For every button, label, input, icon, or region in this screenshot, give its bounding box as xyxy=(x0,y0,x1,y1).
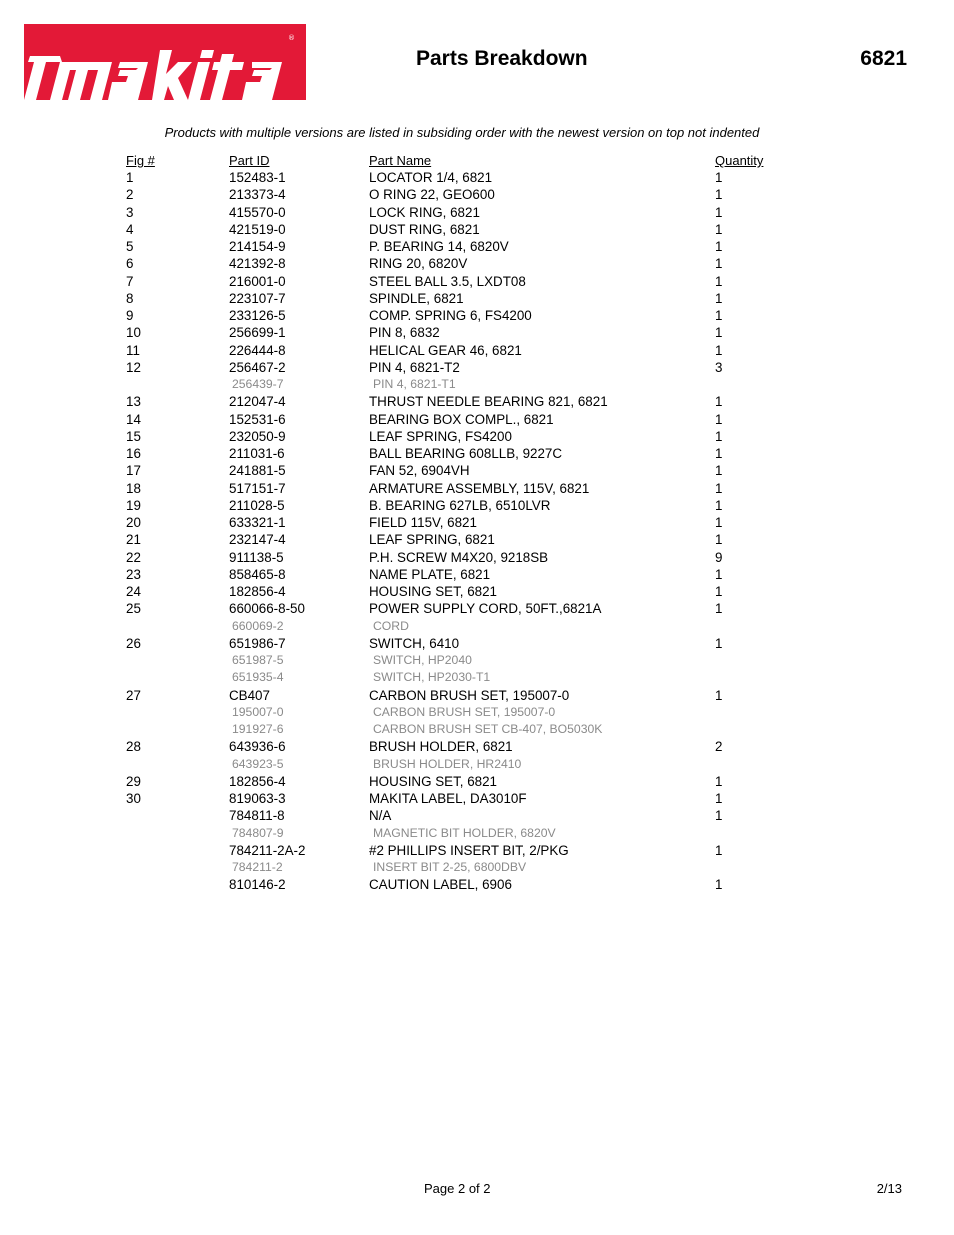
part-id: 211031-6 xyxy=(229,446,285,461)
quantity: 1 xyxy=(715,566,723,582)
quantity: 1 xyxy=(715,187,723,203)
makita-logo xyxy=(24,24,306,100)
part-id: 212047-4 xyxy=(229,394,286,410)
header-fig: Fig # xyxy=(126,153,155,168)
part-id: 191927-6 xyxy=(232,722,284,736)
part-name: CARBON BRUSH SET, 195007-0 xyxy=(369,687,570,703)
part-id: 232050-9 xyxy=(229,428,286,444)
quantity: 1 xyxy=(715,687,723,703)
table-subrow xyxy=(126,618,826,635)
table-row xyxy=(126,238,826,255)
part-name: FIELD 115V, 6821 xyxy=(369,515,477,530)
part-id: 810146-2 xyxy=(229,877,286,893)
table-row xyxy=(126,531,826,548)
quantity: 1 xyxy=(715,515,723,530)
part-id: 195007-0 xyxy=(232,704,284,719)
part-id: 660066-8-50 xyxy=(229,601,305,617)
quantity: 9 xyxy=(715,549,723,565)
table-row xyxy=(126,359,826,376)
fig-number: 21 xyxy=(126,532,141,548)
part-name: LEAF SPRING, FS4200 xyxy=(369,428,512,444)
table-row xyxy=(126,514,826,531)
table-row xyxy=(126,790,826,807)
part-name: BRUSH HOLDER, 6821 xyxy=(369,739,513,755)
part-id: 421519-0 xyxy=(229,221,286,237)
part-name: FAN 52, 6904VH xyxy=(369,463,470,479)
part-name: INSERT BIT 2-25, 6800DBV xyxy=(373,860,527,874)
fig-number: 27 xyxy=(126,687,141,703)
part-name: CARBON BRUSH SET, 195007-0 xyxy=(373,704,556,719)
quantity: 1 xyxy=(715,446,723,461)
quantity: 1 xyxy=(715,584,723,599)
part-name: P.H. SCREW M4X20, 9218SB xyxy=(369,549,549,565)
table-row xyxy=(126,687,826,704)
part-name: SWITCH, 6410 xyxy=(369,635,460,651)
part-id: 643936-6 xyxy=(229,739,286,755)
part-name: LOCATOR 1/4, 6821 xyxy=(369,170,493,185)
part-name: MAGNETIC BIT HOLDER, 6820V xyxy=(373,825,556,840)
fig-number: 2 xyxy=(126,187,134,203)
table-row xyxy=(126,273,826,290)
part-name: BALL BEARING 608LLB, 9227C xyxy=(369,446,563,461)
part-id: 223107-7 xyxy=(229,290,286,306)
table-subrow xyxy=(126,376,826,393)
table-row xyxy=(126,393,826,410)
quantity: 1 xyxy=(715,273,723,289)
part-id: 256439-7 xyxy=(232,377,284,391)
table-row xyxy=(126,773,826,790)
quantity: 1 xyxy=(715,411,723,427)
quantity: 1 xyxy=(715,532,723,548)
part-id: 182856-4 xyxy=(229,773,286,789)
quantity: 1 xyxy=(715,308,723,323)
part-name: LEAF SPRING, 6821 xyxy=(369,532,495,548)
quantity: 1 xyxy=(715,791,723,806)
part-name: BEARING BOX COMPL., 6821 xyxy=(369,411,554,427)
table-row xyxy=(126,221,826,238)
part-id: 226444-8 xyxy=(229,342,286,358)
part-id: 784211-2 xyxy=(232,860,283,874)
quantity: 1 xyxy=(715,842,723,858)
part-name: SWITCH, HP2040 xyxy=(373,653,472,667)
part-name: STEEL BALL 3.5, LXDT08 xyxy=(369,273,526,289)
fig-number: 26 xyxy=(126,635,141,651)
fig-number: 20 xyxy=(126,515,141,530)
fig-number: 16 xyxy=(126,446,141,461)
part-id: 152483-1 xyxy=(229,170,286,185)
fig-number: 24 xyxy=(126,584,141,599)
table-row xyxy=(126,428,826,445)
part-id: 784811-8 xyxy=(229,808,285,824)
fig-number: 25 xyxy=(126,601,141,617)
part-name: ARMATURE ASSEMBLY, 115V, 6821 xyxy=(369,480,590,496)
part-name: HOUSING SET, 6821 xyxy=(369,584,498,599)
parts-table xyxy=(126,153,826,894)
quantity: 1 xyxy=(715,601,723,617)
table-subrow xyxy=(126,859,826,876)
part-name: SPINDLE, 6821 xyxy=(369,290,464,306)
part-name: POWER SUPPLY CORD, 50FT.,6821A xyxy=(369,601,602,617)
quantity: 1 xyxy=(715,221,723,237)
table-row xyxy=(126,255,826,272)
part-name: B. BEARING 627LB, 6510LVR xyxy=(369,497,551,513)
table-row xyxy=(126,445,826,462)
table-subrow xyxy=(126,652,826,669)
part-name: HELICAL GEAR 46, 6821 xyxy=(369,342,522,358)
fig-number: 29 xyxy=(126,773,141,789)
table-row xyxy=(126,307,826,324)
part-name: CORD xyxy=(373,618,409,633)
quantity: 1 xyxy=(715,325,723,341)
fig-number: 5 xyxy=(126,239,134,254)
table-row xyxy=(126,480,826,497)
table-row xyxy=(126,583,826,600)
part-id: 784807-9 xyxy=(232,825,284,840)
part-name: PIN 4, 6821-T2 xyxy=(369,359,460,375)
part-id: 633321-1 xyxy=(229,515,286,530)
table-row xyxy=(126,169,826,186)
part-name: HOUSING SET, 6821 xyxy=(369,773,498,789)
part-name: BRUSH HOLDER, HR2410 xyxy=(373,756,522,771)
part-id: 213373-4 xyxy=(229,187,286,203)
part-id: 211028-5 xyxy=(229,497,285,513)
part-id: 241881-5 xyxy=(229,463,286,479)
table-subrow xyxy=(126,825,826,842)
table-row xyxy=(126,566,826,583)
fig-number: 8 xyxy=(126,290,134,306)
part-id: 232147-4 xyxy=(229,532,286,548)
part-id: 182856-4 xyxy=(229,584,286,599)
part-id: 214154-9 xyxy=(229,239,286,254)
table-row xyxy=(126,186,826,203)
quantity: 3 xyxy=(715,359,723,375)
part-id: CB407 xyxy=(229,687,270,703)
table-subrow xyxy=(126,669,826,686)
table-row xyxy=(126,842,826,859)
part-name: P. BEARING 14, 6820V xyxy=(369,239,509,254)
fig-number: 18 xyxy=(126,480,141,496)
table-row xyxy=(126,290,826,307)
svg-text:®: ® xyxy=(288,34,295,42)
fig-number: 10 xyxy=(126,325,141,341)
table-row xyxy=(126,549,826,566)
quantity: 1 xyxy=(715,290,723,306)
table-row xyxy=(126,204,826,221)
fig-number: 7 xyxy=(126,273,134,289)
part-name: SWITCH, HP2030-T1 xyxy=(373,670,491,685)
quantity: 2 xyxy=(715,739,723,755)
fig-number: 11 xyxy=(126,342,140,358)
part-name: LOCK RING, 6821 xyxy=(369,204,480,220)
part-id: 651986-7 xyxy=(229,635,286,651)
quantity: 1 xyxy=(715,808,723,824)
fig-number: 4 xyxy=(126,221,134,237)
part-id: 256699-1 xyxy=(229,325,286,341)
table-header xyxy=(126,153,826,169)
part-name: N/A xyxy=(369,808,392,824)
fig-number: 23 xyxy=(126,566,141,582)
table-row xyxy=(126,462,826,479)
part-id: 517151-7 xyxy=(229,480,286,496)
quantity: 1 xyxy=(715,170,723,185)
part-name: MAKITA LABEL, DA3010F xyxy=(369,791,527,806)
table-row xyxy=(126,738,826,755)
quantity: 1 xyxy=(715,480,723,496)
part-id: 421392-8 xyxy=(229,256,286,272)
subtitle-note: Products with multiple versions are listed in subsiding order with the newest version on top not indented xyxy=(164,125,760,140)
part-id: 152531-6 xyxy=(229,411,286,427)
part-name: PIN 4, 6821-T1 xyxy=(373,377,456,391)
part-id: 233126-5 xyxy=(229,308,286,323)
table-subrow xyxy=(126,721,826,738)
part-name: THRUST NEEDLE BEARING 821, 6821 xyxy=(369,394,608,410)
quantity: 1 xyxy=(715,428,723,444)
fig-number: 30 xyxy=(126,791,141,806)
table-row xyxy=(126,876,826,893)
fig-number: 9 xyxy=(126,308,134,323)
table-body xyxy=(126,169,826,894)
quantity: 1 xyxy=(715,342,723,358)
quantity: 1 xyxy=(715,877,723,893)
footer-date: 2/13 xyxy=(876,1181,902,1196)
part-id: 911138-5 xyxy=(229,549,284,565)
part-name: COMP. SPRING 6, FS4200 xyxy=(369,308,532,323)
fig-number: 3 xyxy=(126,204,134,220)
quantity: 1 xyxy=(715,635,723,651)
fig-number: 13 xyxy=(126,394,141,410)
fig-number: 15 xyxy=(126,428,141,444)
part-name: CARBON BRUSH SET CB-407, BO5030K xyxy=(373,722,603,736)
table-row xyxy=(126,324,826,341)
quantity: 1 xyxy=(715,497,723,513)
page-number: Page 2 of 2 xyxy=(424,1181,491,1196)
table-row xyxy=(126,600,826,617)
table-subrow xyxy=(126,756,826,773)
fig-number: 1 xyxy=(126,170,134,185)
part-name: RING 20, 6820V xyxy=(369,256,468,272)
table-row xyxy=(126,807,826,824)
quantity: 1 xyxy=(715,204,723,220)
part-id: 784211-2A-2 xyxy=(229,842,306,858)
part-name: CAUTION LABEL, 6906 xyxy=(369,877,512,893)
part-id: 256467-2 xyxy=(229,359,286,375)
part-id: 660069-2 xyxy=(232,618,284,633)
quantity: 1 xyxy=(715,239,723,254)
header-quantity: Quantity xyxy=(715,153,764,168)
fig-number: 14 xyxy=(126,411,141,427)
quantity: 1 xyxy=(715,773,723,789)
table-row xyxy=(126,635,826,652)
fig-number: 19 xyxy=(126,497,141,513)
part-id: 651935-4 xyxy=(232,670,284,685)
part-name: O RING 22, GEO600 xyxy=(369,187,495,203)
page-title: Parts Breakdown xyxy=(416,47,588,70)
part-name: #2 PHILLIPS INSERT BIT, 2/PKG xyxy=(369,842,569,858)
quantity: 1 xyxy=(715,256,723,272)
quantity: 1 xyxy=(715,463,723,479)
fig-number: 28 xyxy=(126,739,141,755)
table-row xyxy=(126,411,826,428)
header-part-id: Part ID xyxy=(229,153,270,168)
part-id: 651987-5 xyxy=(232,653,284,667)
part-id: 415570-0 xyxy=(229,204,286,220)
part-id: 858465-8 xyxy=(229,566,286,582)
quantity: 1 xyxy=(715,394,723,410)
model-number: 6821 xyxy=(860,47,907,70)
fig-number: 22 xyxy=(126,549,141,565)
table-row xyxy=(126,497,826,514)
part-id: 819063-3 xyxy=(229,791,286,806)
fig-number: 6 xyxy=(126,256,134,272)
part-name: DUST RING, 6821 xyxy=(369,221,480,237)
part-name: NAME PLATE, 6821 xyxy=(369,566,491,582)
fig-number: 12 xyxy=(126,359,141,375)
header-part-name: Part Name xyxy=(369,153,432,168)
part-name: PIN 8, 6832 xyxy=(369,325,440,341)
part-id: 216001-0 xyxy=(229,273,286,289)
table-row xyxy=(126,342,826,359)
table-subrow xyxy=(126,704,826,721)
fig-number: 17 xyxy=(126,463,141,479)
part-id: 643923-5 xyxy=(232,756,284,771)
